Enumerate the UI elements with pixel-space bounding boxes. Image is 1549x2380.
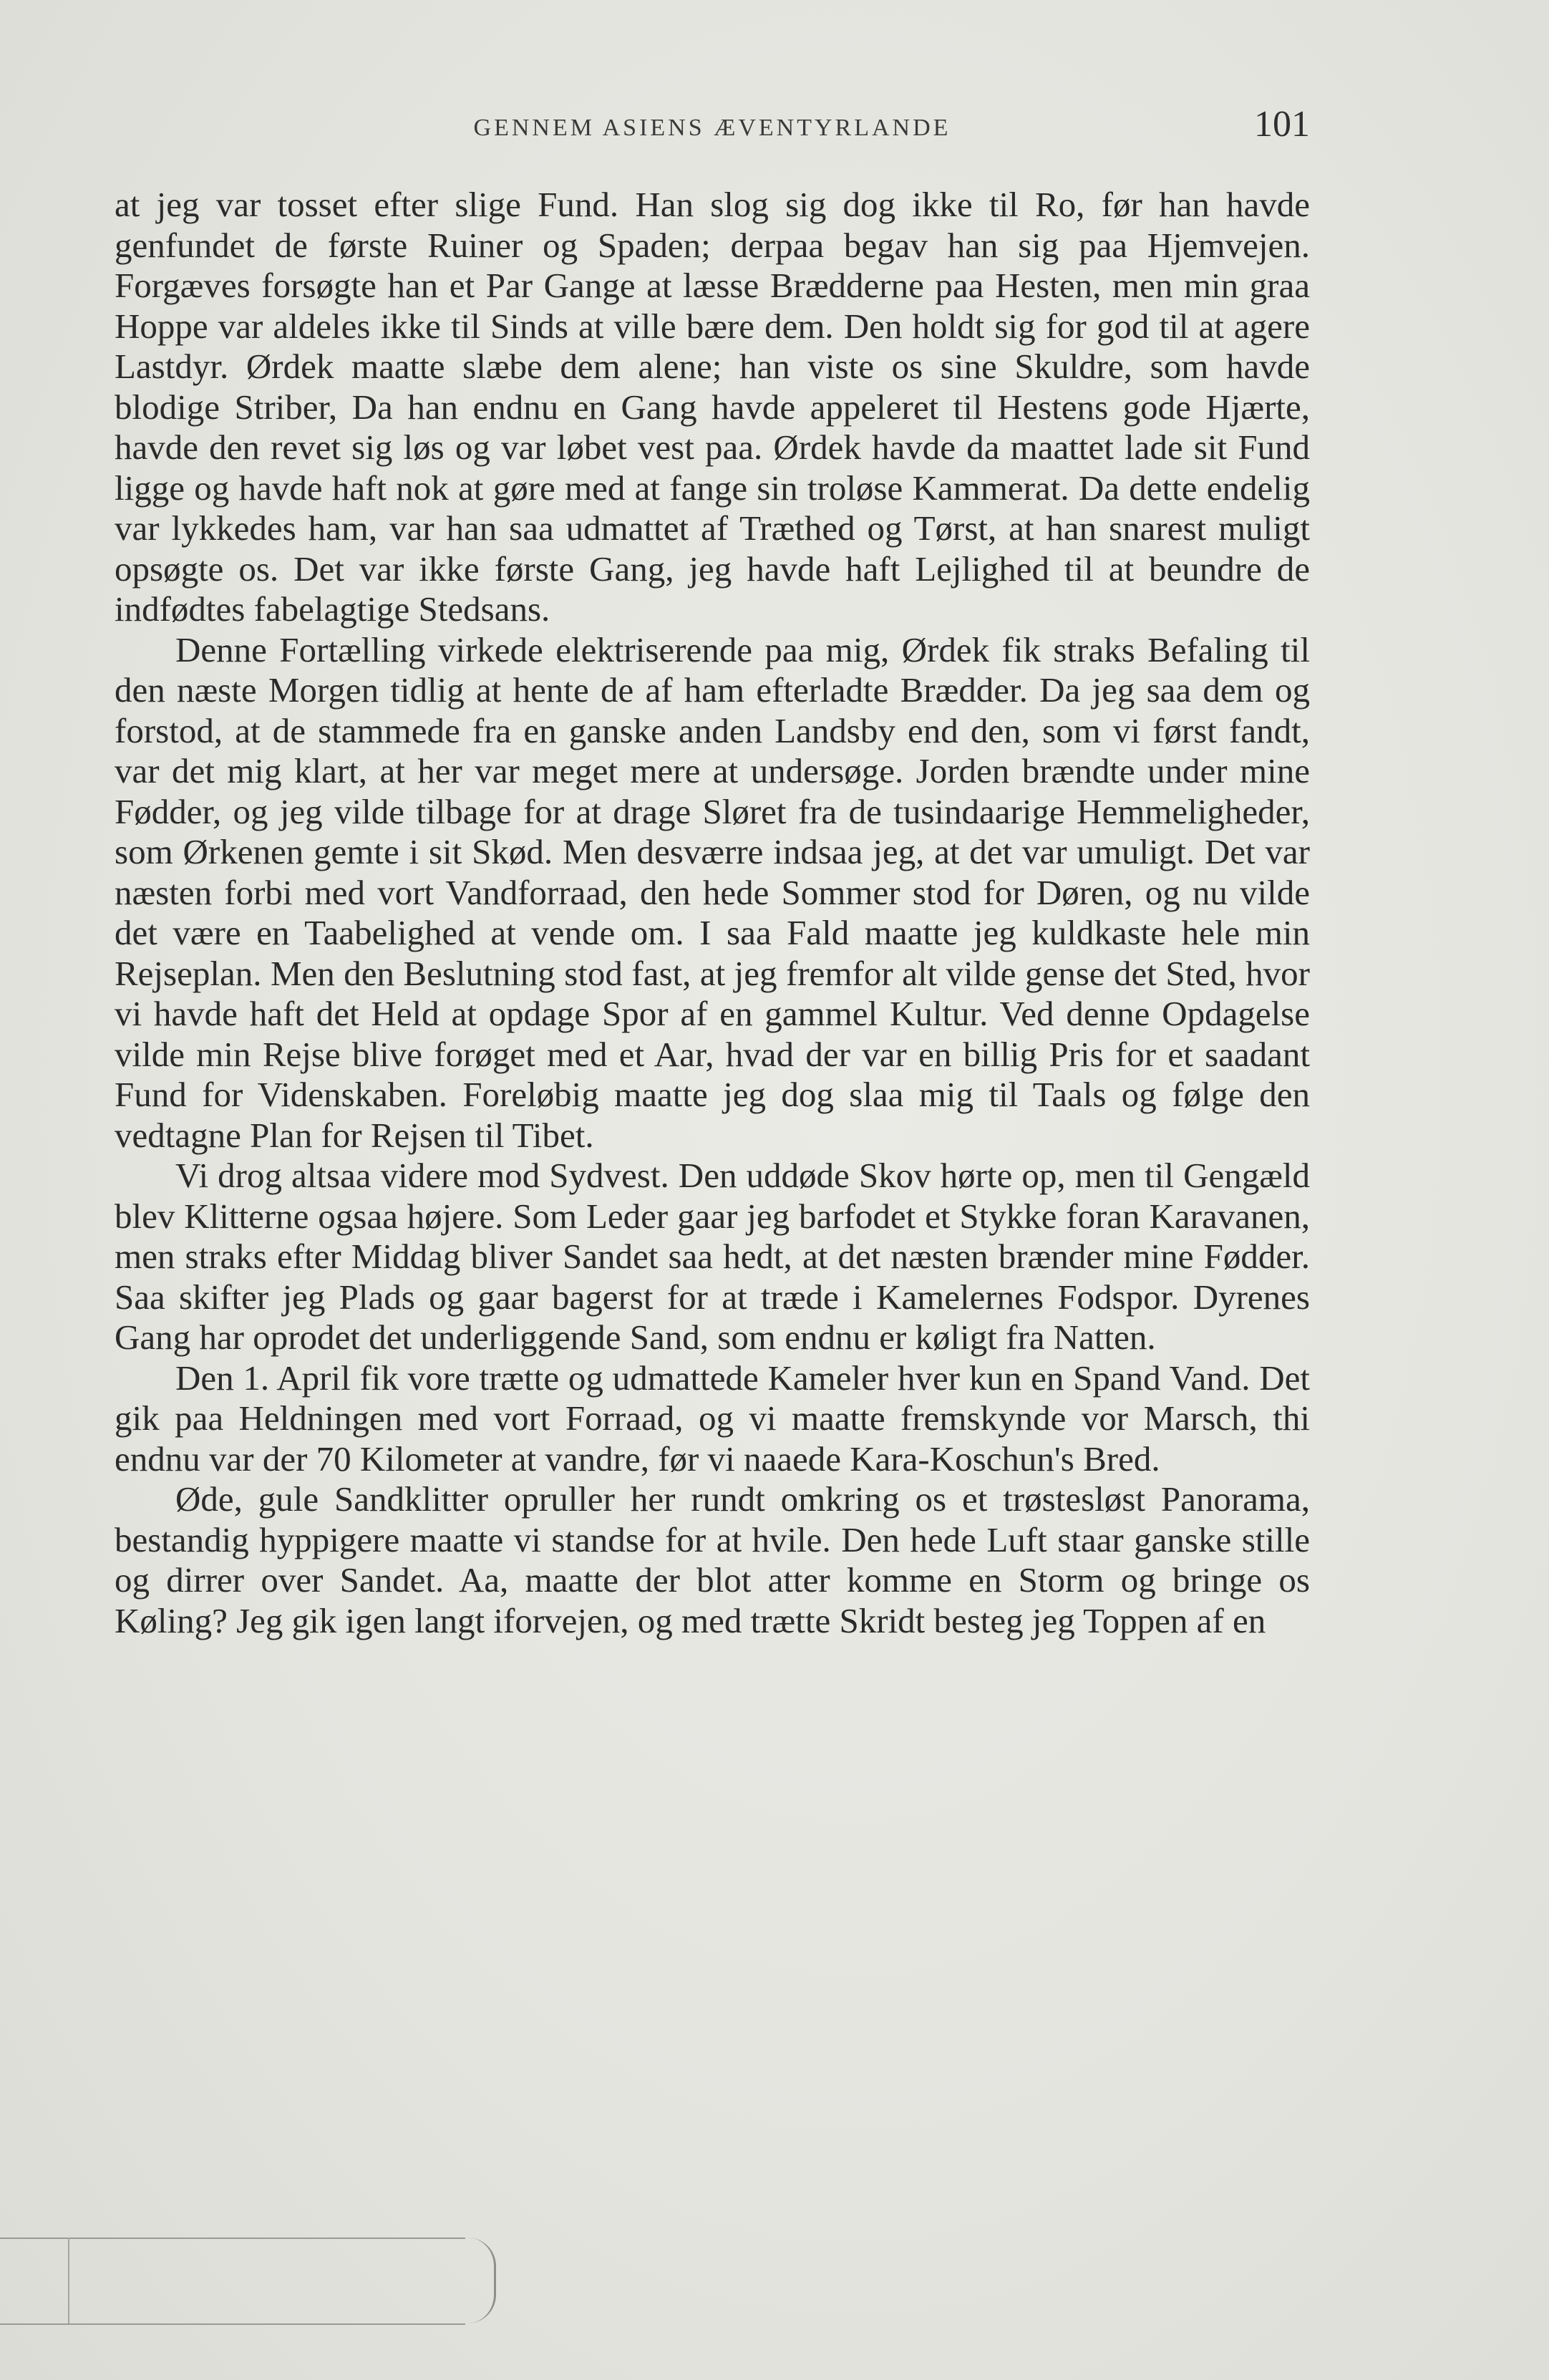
paragraph-5: Øde, gule Sandklitter opruller her rundt omkring os et trøstesløst Panorama, bestandig hyppigere maatte vi standse for at hvile. Den hede Luft staar ganske stille og dirrer over Sandet. Aa, maatte der blot atter komme en Storm og bringe os Køling? Jeg gik igen langt iforvejen, og med trætte Skridt besteg jeg Toppen af en — [115, 1479, 1310, 1640]
page-edge-top-line — [0, 2238, 465, 2239]
paragraph-2: Denne Fortælling virkede elektriserende paa mig, Ørdek fik straks Befaling til den næste Morgen tidlig at hente de af ham efterladte Brædder. Da jeg saa dem og forstod, at de stammede fra en ganske anden Landsby end den, som vi først fandt, var det mig klart, at her var meget mere at undersøge. Jorden brændte under mine Fødder, og jeg vilde tilbage for at drage Sløret fra de tusindaarige Hemmeligheder, som Ørkenen gemte i sit Skød. Men desværre indsaa jeg, at det var umuligt. Det var næsten forbi med vort Vandforraad, den hede Sommer stod for Døren, og nu vilde det være en Taabelighed at vende om. I saa Fald maatte jeg kuldkaste hele min Rejseplan. Men den Beslutning stod fast, at jeg fremfor alt vilde gense det Sted, hvor vi havde haft det Held at opdage Spor af en gammel Kultur. Ved denne Opdagelse vilde min Rejse blive forøget med et Aar, hvad der var en billig Pris for et saadant Fund for Videnskaben. Foreløbig maatte jeg dog slaa mig til Taals og følge den vedtagne Plan for Rejsen til Tibet. — [115, 629, 1310, 1155]
paragraph-1: at jeg var tosset efter slige Fund. Han slog sig dog ikke til Ro, før han havde genfundet de første Ruiner og Spaden; derpaa begav han sig paa Hjemvejen. Forgæves forsøgte han et Par Gange at læsse Brædderne paa Hesten, men min graa Hoppe var aldeles ikke til Sinds at ville bære dem. Den holdt sig for god til at agere Lastdyr. Ørdek maatte slæbe dem alene; han viste os sine Skuldre, som havde blodige Striber, Da han endnu en Gang havde appeleret til Hestens gode Hjærte, havde den revet sig løs og var løbet vest paa. Ørdek havde da maattet lade sit Fund ligge og havde haft nok at gøre med at fange sin troløse Kammerat. Da dette endelig var lykkedes ham, var han saa udmattet af Træthed og Tørst, at han snarest muligt opsøgte os. Det var ikke første Gang, jeg havde haft Lejlighed til at beundre de indfødtes fabelagtige Stedsans. — [115, 185, 1310, 629]
running-head: GENNEM ASIENS ÆVENTYRLANDE — [473, 115, 951, 141]
scan-page-edge — [0, 2230, 501, 2338]
page-edge-bottom-line — [0, 2323, 465, 2325]
page-edge-curl — [458, 2238, 496, 2323]
paragraph-3: Vi drog altsaa videre mod Sydvest. Den uddøde Skov hørte op, men til Gengæld blev Klitterne ogsaa højere. Som Leder gaar jeg barfodet et Stykke foran Karavanen, men straks efter Middag bliver Sandet saa hedt, at det næsten brænder mine Fødder. Saa skifter jeg Plads og gaar bagerst for at træde i Kamelernes Fodspor. Dyrenes Gang har oprodet det underliggende Sand, som endnu er køligt fra Natten. — [115, 1156, 1310, 1357]
page-edge-fold-line — [68, 2238, 69, 2323]
page-number: 101 — [1254, 104, 1310, 145]
body-text — [115, 185, 1310, 1641]
paragraph-4: Den 1. April fik vore trætte og udmattede Kameler hver kun en Spand Vand. Det gik paa Heldningen med vort Forraad, og vi maatte fremskynde vor Marsch, thi endnu var der 70 Kilometer at vandre, før vi naaede Kara-Koschun's Bred. — [115, 1358, 1310, 1479]
page-header — [115, 100, 1310, 172]
